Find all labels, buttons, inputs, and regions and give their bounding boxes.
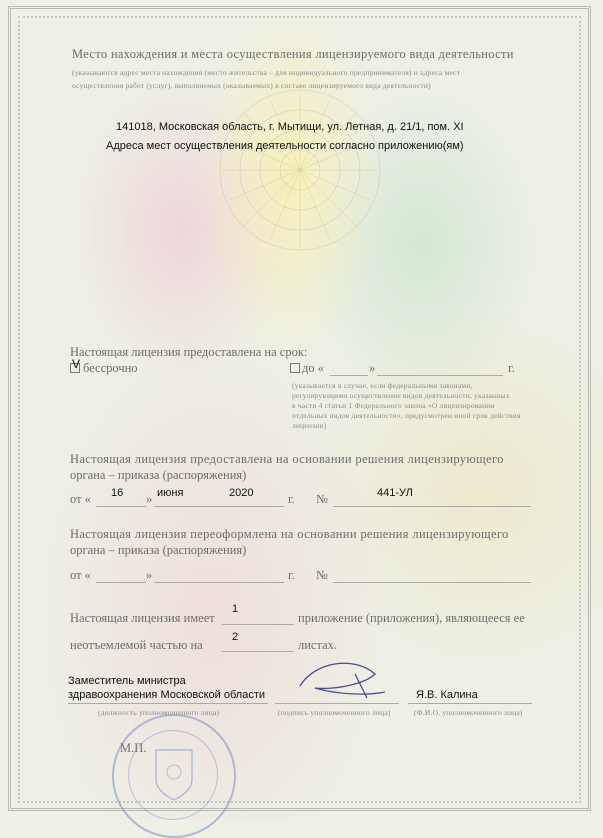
appendix-count: 1 [232,603,239,615]
handwritten-signature [295,656,395,706]
seal-label: М.П. [120,741,147,755]
term-note-line1: (указывается в случае, если федеральными законами, [292,381,473,390]
appendix-sheets: 2 [232,631,239,643]
until-year-suffix: г. [508,361,515,375]
basis-number-line [333,506,531,507]
basis-line2: органа – приказа (распоряжения) [70,468,247,482]
reissue-number-line [333,582,531,583]
basis-date-line [154,506,284,507]
until-checkbox[interactable] [290,363,300,373]
until-label: до « [302,361,324,375]
basis-year: 2020 [229,487,254,499]
term-note-line5: лицензии) [292,421,327,430]
appendix-line2-before: неотъемлемой частью на [70,638,203,652]
name-line [408,703,532,704]
caption-position: (должность уполномоченного лица) [98,708,220,717]
reissue-year-suffix: г. [288,568,295,582]
basis-from-label: от « [70,492,91,506]
signatory-name: Я.В. Калина [416,689,478,701]
reissue-from-label: от « [70,568,91,582]
appendix-count-line [222,624,294,625]
term-note-line3: в части 4 статьи 1 Федерального закона «О лицензировании [292,401,495,410]
address-line1: 141018, Московская область, г. Мытищи, ул. Летная, д. 21/1, пом. XI [116,121,464,133]
appendix-sheets-line [222,651,294,652]
header-title: Место нахождения и места осуществления лицензируемого вида деятельности [72,47,514,61]
guilloche-rosette [210,70,390,270]
header-note-line1: (указываются адрес места нахождения (место жительства – для индивидуального предпринимателя) и адреса мест [72,68,461,77]
reissue-day-line [96,582,146,583]
basis-month: июня [157,487,184,499]
basis-day-line [96,506,146,507]
reissue-number-label: № [316,568,328,582]
coat-of-arms-icon [152,746,196,802]
caption-name: (Ф.И.О. уполномоченного лица) [414,708,523,717]
signatory-position-line1: Заместитель министра [68,675,186,687]
header-note-line2: осуществления работ (услуг), выполняемых (оказываемых) в составе лицензируемого вида деятельности) [72,81,431,90]
term-note-line2: регулирующими осуществление видов деятельности, указанных [292,391,510,400]
appendix-line2-after: листах. [298,638,338,652]
basis-line1: Настоящая лицензия предоставлена на основании решения лицензирующего [70,452,504,466]
until-day-line [330,375,368,376]
until-close-quote: » [369,361,376,375]
term-label: Настоящая лицензия предоставлена на срок: [70,345,308,359]
caption-signature: (подпись уполномоченного лица) [278,708,391,717]
until-date-line [377,375,503,376]
basis-close-quote: » [146,492,153,506]
reissue-close-quote: » [146,568,153,582]
reissue-line2: органа – приказа (распоряжения) [70,543,247,557]
basis-number: 441-УЛ [377,487,413,499]
indefinite-check-mark: V [72,357,81,371]
reissue-line1: Настоящая лицензия переоформлена на основании решения лицензирующего [70,527,509,541]
official-seal [112,714,236,838]
appendix-text-before: Настоящая лицензия имеет [70,611,215,625]
position-line [68,703,268,704]
term-note-line4: отдельных видов деятельности», предусмотрен иной срок действия [292,411,521,420]
reissue-date-line [154,582,284,583]
basis-number-label: № [316,492,328,506]
signatory-position-line2: здравоохранения Московской области [68,689,266,701]
indefinite-label: бессрочно [83,361,138,375]
basis-day: 16 [111,487,124,499]
appendix-text-after: приложение (приложения), являющееся ее [298,611,525,625]
address-line2: Адреса мест осуществления деятельности согласно приложению(ям) [106,140,464,152]
basis-year-suffix: г. [288,492,295,506]
